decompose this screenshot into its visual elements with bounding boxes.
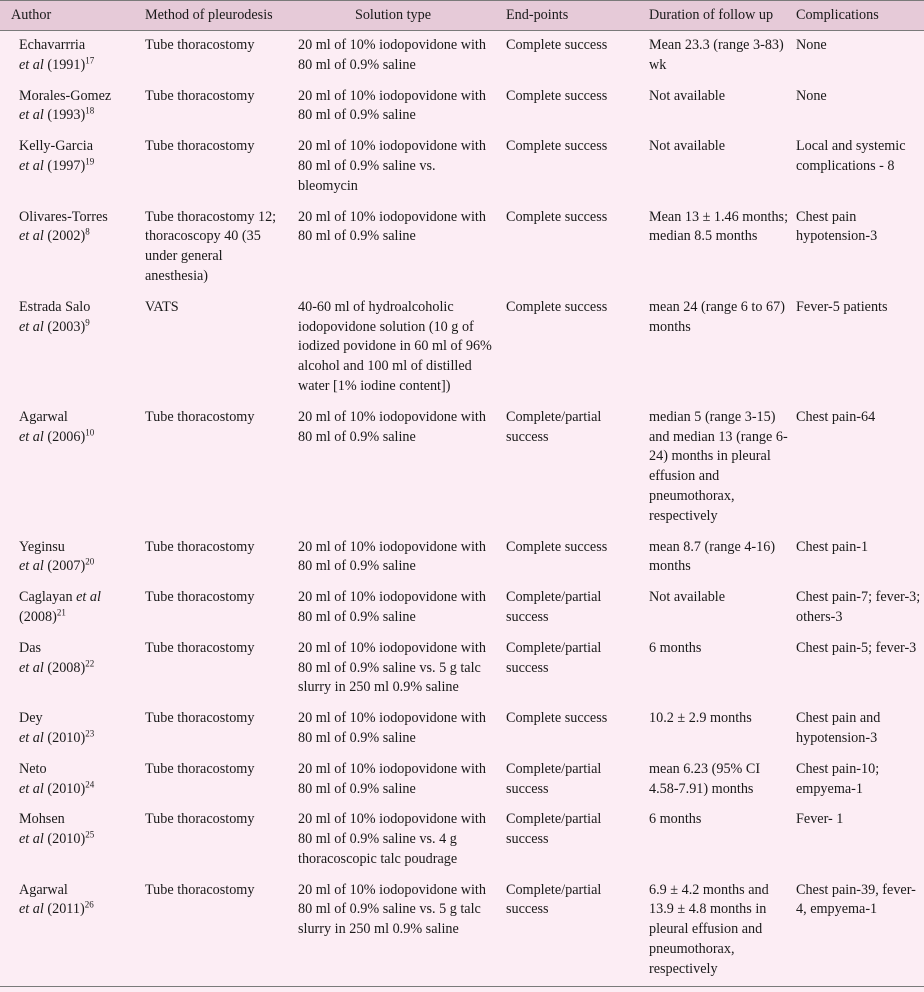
table-row bbox=[0, 805, 924, 875]
cell-duration: Not available bbox=[649, 589, 726, 606]
author-name: Echavarrria bbox=[19, 37, 86, 53]
cell-complications: Fever- 1 bbox=[796, 811, 844, 828]
cell-author bbox=[0, 583, 136, 634]
header-method: Method of pleurodesis bbox=[136, 1, 288, 31]
table-row bbox=[0, 583, 924, 634]
cell-method: VATS bbox=[145, 298, 179, 315]
cell-author bbox=[0, 634, 136, 704]
cell-endpoints: Complete success bbox=[506, 87, 608, 104]
cell-method: Tube thoracostomy bbox=[145, 760, 255, 777]
cell-endpoints: Complete/partial success bbox=[506, 811, 602, 848]
cell-endpoints: Complete/partial success bbox=[506, 408, 602, 445]
author-name: Neto bbox=[19, 760, 47, 777]
table-body bbox=[0, 31, 924, 987]
cell-method: Tube thoracostomy bbox=[145, 408, 255, 425]
cell-endpoints: Complete success bbox=[506, 538, 608, 555]
cell-solution: 20 ml of 10% iodopovidone with 80 ml of 0.9% saline bbox=[298, 37, 486, 73]
reference-number: 26 bbox=[84, 899, 94, 910]
table-row bbox=[0, 31, 924, 82]
table-row bbox=[0, 704, 924, 755]
cell-solution: 20 ml of 10% iodopovidone with 80 ml of 0.9% saline vs. 4 g thoracoscopic talc poudrage bbox=[298, 811, 486, 867]
author-name: Agarwal bbox=[19, 881, 68, 898]
reference-number: 22 bbox=[85, 657, 95, 668]
cell-method: Tube thoracostomy bbox=[145, 589, 255, 606]
cell-complications: Chest pain-64 bbox=[796, 408, 876, 425]
author-year: (2011) bbox=[43, 901, 85, 918]
cell-complications: Chest pain and hypotension-3 bbox=[796, 710, 881, 746]
author-year: (2007) bbox=[43, 558, 86, 575]
cell-method: Tube thoracostomy bbox=[145, 37, 255, 53]
cell-solution: 20 ml of 10% iodopovidone with 80 ml of 0.9% saline bbox=[298, 710, 486, 746]
cell-solution: 20 ml of 10% iodopovidone with 80 ml of 0.9% saline vs. bleomycin bbox=[298, 138, 486, 194]
reference-number: 20 bbox=[85, 556, 95, 567]
cell-duration: Mean 13 ± 1.46 months; median 8.5 months bbox=[649, 208, 789, 245]
cell-duration: mean 24 (range 6 to 67) months bbox=[649, 298, 785, 335]
cell-complications: Chest pain-5; fever-3 bbox=[796, 639, 917, 656]
cell-complications: Fever-5 patients bbox=[796, 298, 888, 315]
cell-author bbox=[0, 293, 136, 403]
reference-number: 23 bbox=[85, 728, 95, 739]
reference-number: 17 bbox=[85, 55, 95, 66]
cell-duration: 10.2 ± 2.9 months bbox=[649, 710, 752, 727]
reference-number: 9 bbox=[85, 316, 90, 327]
author-et-al: et al bbox=[19, 831, 44, 848]
author-et-al: et al bbox=[19, 729, 44, 746]
cell-duration: Not available bbox=[649, 138, 726, 155]
author-et-al: et al bbox=[19, 318, 44, 335]
author-year: (1997) bbox=[43, 157, 86, 174]
header-duration: Duration of follow up bbox=[641, 1, 793, 31]
cell-author bbox=[0, 533, 136, 584]
cell-endpoints: Complete success bbox=[506, 37, 608, 53]
cell-solution: 20 ml of 10% iodopovidone with 80 ml of 0.9% saline bbox=[298, 208, 486, 245]
cell-solution: 20 ml of 10% iodopovidone with 80 ml of 0.9% saline bbox=[298, 538, 486, 575]
author-name: Estrada Salo bbox=[19, 298, 91, 315]
cell-author bbox=[0, 403, 136, 533]
table-row bbox=[0, 293, 924, 403]
reference-number: 25 bbox=[85, 829, 95, 840]
author-name: Olivares-Torres bbox=[19, 208, 108, 225]
cell-author bbox=[0, 805, 136, 875]
cell-solution: 20 ml of 10% iodopovidone with 80 ml of 0.9% saline vs. 5 g talc slurry in 250 ml 0.9% saline bbox=[298, 639, 486, 696]
author-et-al: et al bbox=[19, 157, 44, 174]
header-complications: Complications bbox=[793, 1, 924, 31]
reference-number: 8 bbox=[85, 226, 90, 237]
cell-method: Tube thoracostomy bbox=[145, 639, 255, 656]
cell-endpoints: Complete success bbox=[506, 138, 608, 155]
author-et-al: et al bbox=[19, 428, 44, 445]
reference-number: 18 bbox=[85, 105, 95, 116]
cell-endpoints: Complete/partial success bbox=[498, 876, 641, 986]
cell-complications: Chest pain-39, fever-4, empyema-1 bbox=[793, 876, 924, 986]
cell-author bbox=[0, 203, 136, 293]
author-et-al: et al bbox=[19, 107, 44, 124]
author-et-al: et al bbox=[19, 659, 44, 676]
author-et-al: et al bbox=[19, 56, 44, 73]
author-year: (2010) bbox=[43, 780, 86, 797]
cell-method: Tube thoracostomy bbox=[145, 811, 255, 828]
author-year: (2006) bbox=[43, 428, 86, 445]
cell-solution: 40-60 ml of hydroalcoholic iodopovidone solution (10 g of iodized povidone in 60 ml of 96% alcohol and 100 ml of distilled water [1% iodine content]) bbox=[298, 298, 492, 394]
author-name: Kelly-Garcia bbox=[19, 138, 94, 155]
author-year: (2008) bbox=[43, 659, 86, 676]
cell-author bbox=[0, 31, 136, 82]
header-endpoints: End-points bbox=[498, 1, 641, 31]
author-year: (2002) bbox=[43, 228, 86, 245]
cell-solution: 20 ml of 10% iodopovidone with 80 ml of 0.9% saline bbox=[298, 87, 486, 124]
cell-complications: Chest pain hypotension-3 bbox=[796, 208, 878, 245]
cell-endpoints: Complete/partial success bbox=[506, 760, 602, 797]
cell-endpoints: Complete/partial success bbox=[506, 639, 602, 676]
author-name: Das bbox=[19, 639, 42, 656]
cell-solution: 20 ml of 10% iodopovidone with 80 ml of 0.9% saline vs. 5 g talc slurry in 250 ml 0.9% saline bbox=[288, 876, 498, 986]
cell-method: Tube thoracostomy bbox=[145, 138, 255, 155]
cell-duration: mean 8.7 (range 4-16) months bbox=[649, 538, 776, 575]
cell-author bbox=[0, 755, 136, 806]
cell-method: Tube thoracostomy bbox=[145, 538, 255, 555]
cell-method: Tube thoracostomy bbox=[136, 876, 288, 986]
cell-method: Tube thoracostomy bbox=[145, 710, 255, 727]
author-et-al: et al bbox=[19, 558, 44, 575]
table-row bbox=[0, 203, 924, 293]
cell-duration: Mean 23.3 (range 3-83) wk bbox=[649, 37, 784, 73]
cell-endpoints: Complete/partial success bbox=[506, 589, 602, 625]
author-year: (1993) bbox=[43, 107, 86, 124]
table-row bbox=[0, 533, 924, 584]
header-solution: Solution type bbox=[288, 1, 498, 31]
cell-complications: Chest pain-1 bbox=[796, 538, 869, 555]
cell-complications: None bbox=[796, 87, 827, 104]
author-name: Caglayan bbox=[19, 589, 77, 606]
author-et-al: et al bbox=[19, 901, 44, 918]
reference-number: 24 bbox=[85, 778, 95, 789]
reference-number: 19 bbox=[85, 156, 95, 167]
author-year: (2010) bbox=[43, 729, 86, 746]
header-author: Author bbox=[0, 1, 136, 31]
cell-solution: 20 ml of 10% iodopovidone with 80 ml of 0.9% saline bbox=[298, 760, 486, 797]
author-name: Agarwal bbox=[19, 408, 68, 425]
table-row bbox=[0, 634, 924, 704]
cell-duration: mean 6.23 (95% CI 4.58-7.91) months bbox=[649, 760, 761, 797]
cell-author bbox=[0, 82, 136, 133]
cell-method: Tube thoracostomy bbox=[145, 87, 255, 104]
cell-author bbox=[0, 132, 136, 202]
author-et-al: et al bbox=[19, 228, 44, 245]
cell-author bbox=[0, 704, 136, 755]
cell-endpoints: Complete success bbox=[506, 208, 608, 225]
cell-duration: 6 months bbox=[649, 639, 702, 656]
cell-endpoints: Complete success bbox=[506, 710, 608, 727]
author-year: (2003) bbox=[43, 318, 86, 335]
cell-solution: 20 ml of 10% iodopovidone with 80 ml of 0.9% saline bbox=[298, 408, 486, 445]
cell-duration: 6.9 ± 4.2 months and 13.9 ± 4.8 months in pleural effusion and pneumothorax, respectively bbox=[641, 876, 793, 986]
cell-complications: None bbox=[796, 37, 827, 53]
cell-duration: median 5 (range 3-15) and median 13 (range 6-24) months in pleural effusion and pneumothorax, respectively bbox=[649, 408, 788, 524]
table-header-row bbox=[0, 1, 924, 31]
table-row bbox=[0, 403, 924, 533]
cell-endpoints: Complete success bbox=[506, 298, 608, 315]
cell-duration: 6 months bbox=[649, 811, 702, 828]
cell-complications: Chest pain-7; fever-3; others-3 bbox=[796, 589, 921, 625]
cell-complications: Local and systemic complications - 8 bbox=[796, 138, 906, 174]
table-row bbox=[0, 876, 924, 986]
cell-author bbox=[0, 876, 136, 986]
table-row bbox=[0, 755, 924, 806]
author-name: Morales-Gomez bbox=[19, 87, 112, 104]
author-name: Dey bbox=[19, 710, 43, 727]
author-name: Mohsen bbox=[19, 811, 65, 828]
reference-number: 21 bbox=[56, 607, 66, 618]
author-year: (1991) bbox=[43, 56, 86, 73]
author-year: (2010) bbox=[43, 831, 86, 848]
cell-solution: 20 ml of 10% iodopovidone with 80 ml of 0.9% saline bbox=[298, 589, 486, 625]
cell-method: Tube thoracostomy 12; thoracoscopy 40 (35 under general anesthesia) bbox=[145, 208, 277, 284]
author-et-al: et al bbox=[76, 589, 101, 606]
author-name: Yeginsu bbox=[19, 538, 65, 555]
cell-complications: Chest pain-10; empyema-1 bbox=[796, 760, 880, 797]
author-year: (2008) bbox=[19, 608, 57, 625]
table-row bbox=[0, 132, 924, 202]
cell-duration: Not available bbox=[649, 87, 726, 104]
table-row bbox=[0, 82, 924, 133]
author-et-al: et al bbox=[19, 780, 44, 797]
reference-number: 10 bbox=[85, 426, 95, 437]
